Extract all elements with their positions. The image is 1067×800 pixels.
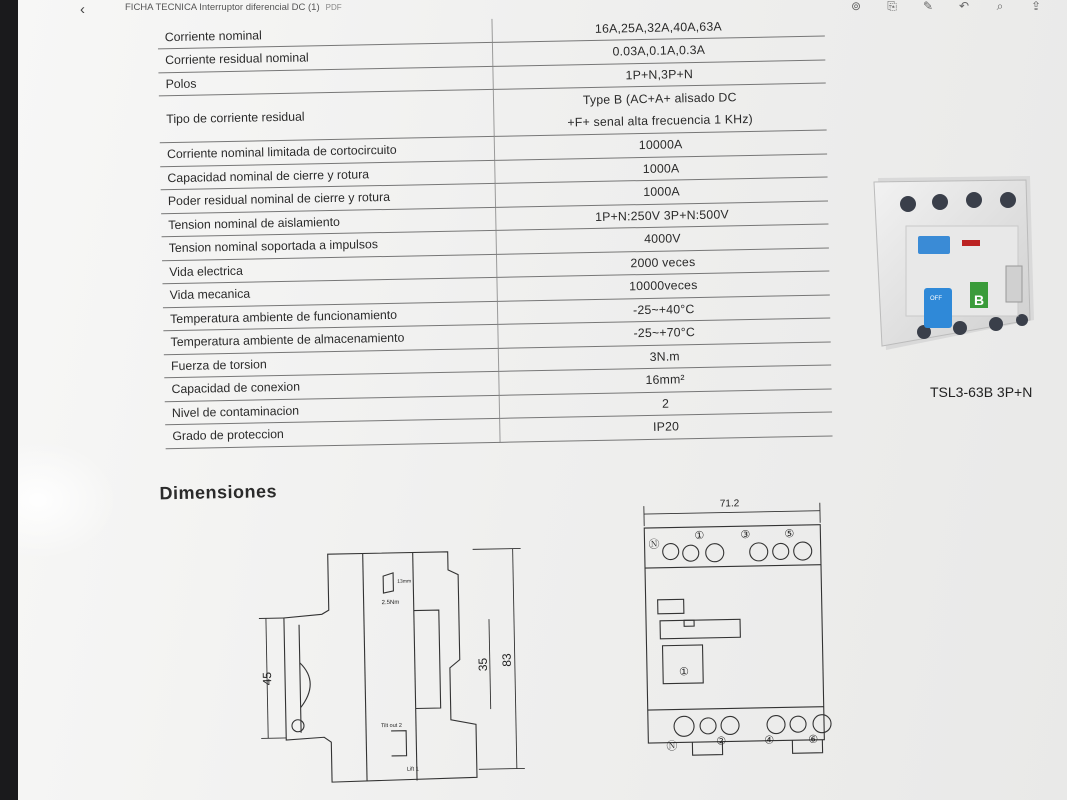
search-in-doc-icon[interactable]: ⊚ [850,0,862,13]
spec-value-line-1: Type B (AC+A+ alisado DC [582,90,737,108]
front-dimension-drawing [622,492,847,761]
document-title-text: FICHA TECNICA Interruptor diferencial DC (1) [125,2,320,13]
spec-value: 3N.m [498,341,831,371]
product-image [870,170,1038,355]
markup-icon[interactable]: ✎ [922,0,934,13]
undo-icon[interactable]: ↶ [958,0,970,13]
spec-value-line-2: +F+ senal alta frecuencia 1 KHz) [567,111,754,130]
spec-value: 2000 veces [496,247,829,277]
terminal-n-top: Ⓝ [648,538,660,551]
spec-label: Corriente nominal limitada de cortocircuito [160,136,494,166]
type-badge: B [974,292,985,308]
side-dimension-drawing [242,538,537,799]
spec-label: Corriente nominal [158,19,492,49]
spec-label: Temperatura ambiente de funcionamiento [163,301,497,331]
document-type-label: PDF [325,3,342,12]
front-body-outline [644,525,824,743]
side-body-outline [283,551,477,783]
spec-label: Temperatura ambiente de almacenamiento [163,324,497,354]
terminal-4-label: ④ [764,734,775,747]
spec-value: 10000A [494,130,827,160]
window-label: ① [678,666,690,679]
share-icon[interactable]: ⇪ [1030,0,1042,13]
dim-83-label: 83 [499,653,514,667]
dim-45-label: 45 [259,671,275,686]
terminal-6-label: ⑥ [808,733,819,746]
search-icon[interactable]: ⌕ [996,0,1004,13]
spec-value: -25~+40°C [497,294,830,324]
spec-value: 1000A [495,177,828,207]
spec-label: Corriente residual nominal [158,42,492,72]
spec-label: Tension nominal de aislamiento [161,207,495,237]
spec-value: 2 [499,388,832,418]
spec-label: Fuerza de torsion [164,348,498,378]
bookmark-icon[interactable]: ⎘ [887,0,897,13]
spec-label: Poder residual nominal de cierre y rotura [161,183,495,213]
product-model-label: TSL3-63B 3P+N [930,384,1033,400]
lift-label: Lift 1 [406,766,419,773]
spec-value: 16A,25A,32A,40A,63A [491,13,824,43]
spec-value [493,83,827,136]
spec-value: 4000V [496,224,829,254]
spec-value: 1P+N,3P+N [492,60,825,90]
dim-71-2-label: 71.2 [719,498,740,510]
pdf-viewer-screen [18,0,1067,800]
spec-value: 0.03A,0.1A,0.3A [492,36,825,66]
spec-value: 10000veces [496,271,829,301]
spec-label: Capacidad de conexion [164,371,498,401]
terminal-5-label: ⑤ [784,528,795,541]
spec-label: Tension nominal soportada a impulsos [162,230,496,260]
spec-value: 1000A [494,153,827,183]
spec-label: Vida mecanica [162,277,496,307]
terminal-n-bottom: Ⓝ [666,740,678,753]
spec-label: Vida electrica [162,254,496,284]
spec-value: 16mm² [498,365,831,395]
spec-table [158,13,833,449]
toggle-switch [924,288,952,328]
torque-label: 2.5Nm [381,599,400,607]
spec-value: 1P+N:250V 3P+N:500V [495,200,828,230]
spec-label: Grado de proteccion [165,418,499,448]
spec-value: -25~+70°C [497,318,830,348]
dim-35-label: 35 [475,657,490,672]
spec-label: Polos [158,66,492,96]
tilt-label: Tilt out 2 [380,722,402,730]
back-chevron-icon[interactable]: ‹ [80,1,85,18]
terminal-1-label: ① [694,529,705,543]
switch-off-label: OFF [930,296,942,302]
screw-length-label: 13mm [397,578,412,585]
terminal-3-label: ③ [740,529,751,542]
document-page [22,0,1067,800]
spec-label: Tipo de corriente residual [159,89,494,142]
spec-value: IP20 [499,412,832,442]
spec-label: Nivel de contaminacion [165,395,499,425]
test-button [918,236,950,254]
spec-label: Capacidad nominal de cierre y rotura [160,160,494,190]
dimensions-heading: Dimensiones [159,481,278,504]
terminal-2-label: ② [716,735,727,748]
dim-line-71-2 [644,511,820,514]
